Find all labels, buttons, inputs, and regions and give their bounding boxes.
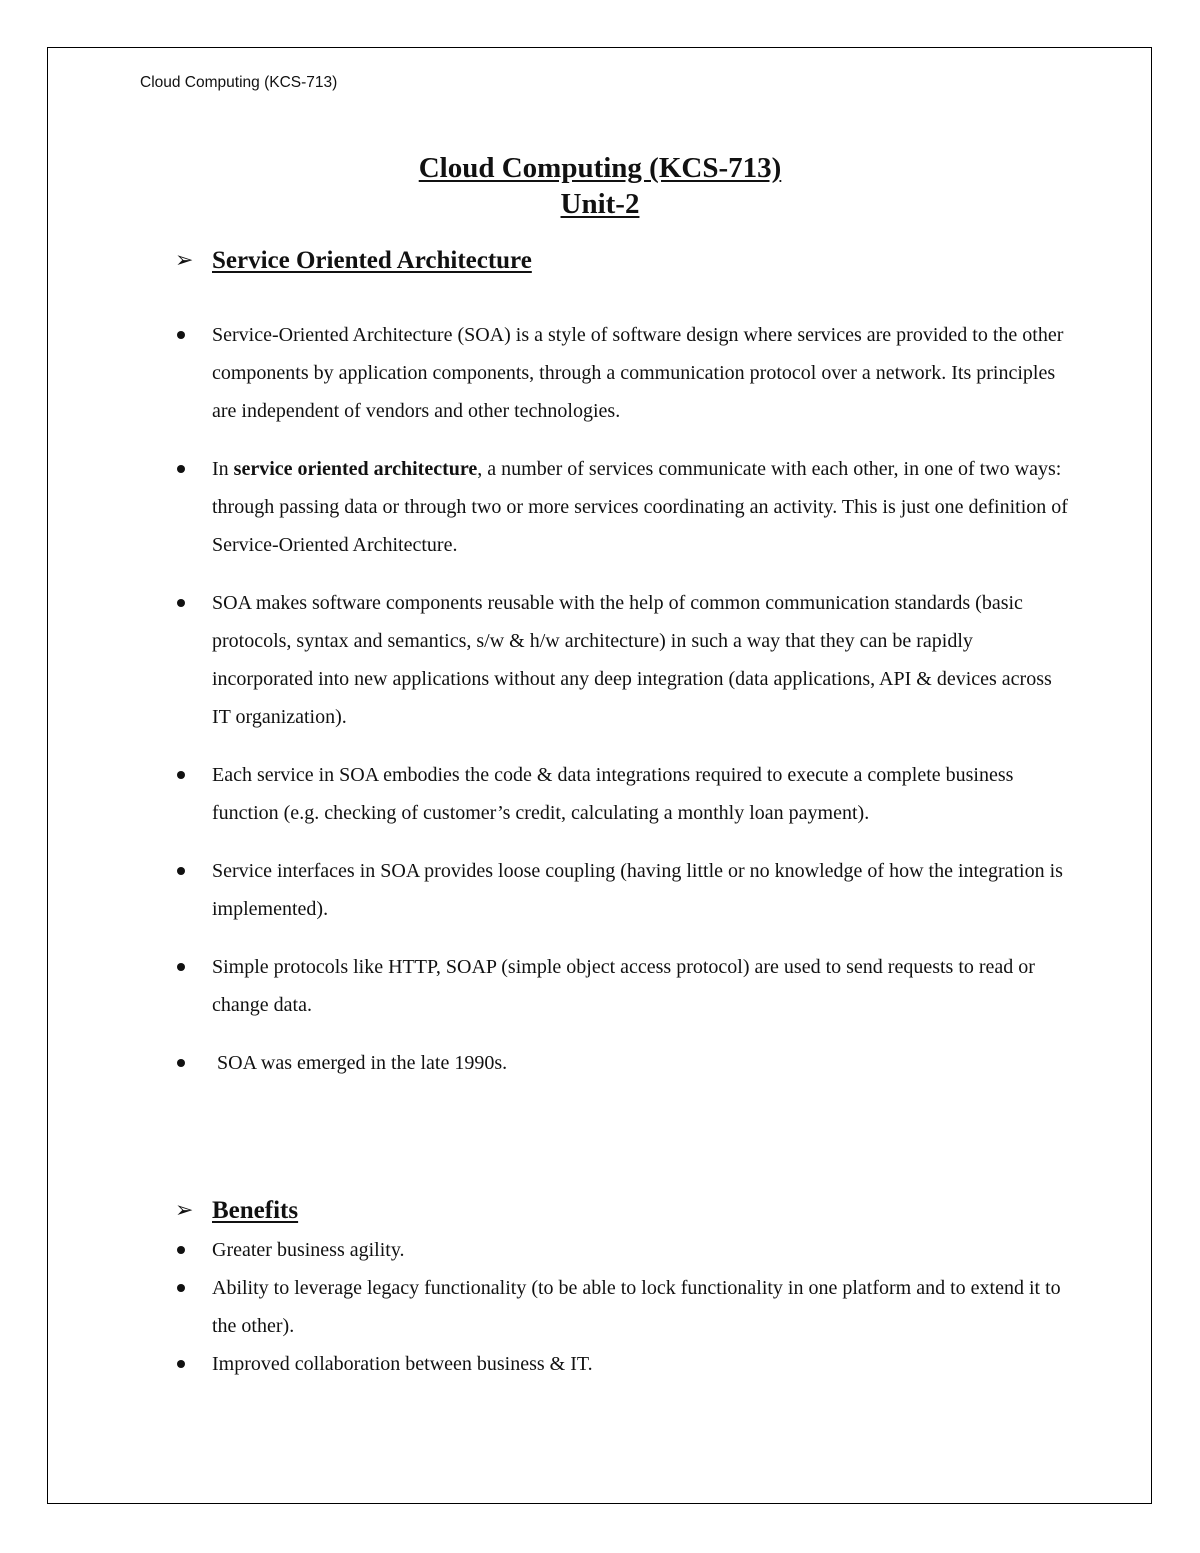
list-item: SOA was emerged in the late 1990s. <box>175 1044 1075 1082</box>
bullet-dot-icon <box>177 963 185 971</box>
bullet-dot-icon <box>177 1284 185 1292</box>
arrow-bullet-icon: ➢ <box>175 248 194 273</box>
title-course: Cloud Computing (KCS-713) <box>418 152 782 184</box>
bullet-dot-icon <box>177 1360 185 1368</box>
list-item: Each service in SOA embodies the code & data integrations required to execute a complete business function (e.g. checking of customer’s credit, calculating a monthly loan payment). <box>175 756 1075 832</box>
document-title <box>0 150 1200 222</box>
section-heading-benefits <box>175 1196 298 1226</box>
list-item: Improved collaboration between business & IT. <box>175 1345 1075 1383</box>
list-item: Simple protocols like HTTP, SOAP (simple object access protocol) are used to send requests to read or change data. <box>175 948 1075 1024</box>
bullet-dot-icon <box>177 867 185 875</box>
bullet-dot-icon <box>177 599 185 607</box>
running-header: Cloud Computing (KCS-713) <box>140 74 338 91</box>
list-item: Greater business agility. <box>175 1231 1075 1269</box>
soa-bullet-list <box>175 316 1075 1102</box>
list-item: Service interfaces in SOA provides loose coupling (having little or no knowledge of how the integration is implemented). <box>175 852 1075 928</box>
bullet-dot-icon <box>177 1246 185 1254</box>
title-unit: Unit-2 <box>560 188 640 220</box>
arrow-bullet-icon: ➢ <box>175 1198 194 1223</box>
list-item: SOA makes software components reusable with the help of common communication standards (basic protocols, syntax and semantics, s/w & h/w architecture) in such a way that they can be rapidly incorporated into new applications without any deep integration (data applications, API & devices across IT organization). <box>175 584 1075 736</box>
bullet-dot-icon <box>177 771 185 779</box>
list-item: Service-Oriented Architecture (SOA) is a style of software design where services are provided to the other components by application components, through a communication protocol over a network. Its principles are independent of vendors and other technologies. <box>175 316 1075 430</box>
benefits-bullet-list <box>175 1231 1075 1383</box>
list-item: In service oriented architecture, a number of services communicate with each other, in one of two ways: through passing data or through two or more services coordinating an activity. This is just one definition of Service-Oriented Architecture. <box>175 450 1075 564</box>
section-heading-soa-text: Service Oriented Architecture <box>212 247 532 274</box>
section-heading-benefits-text: Benefits <box>212 1197 299 1224</box>
bullet-dot-icon <box>177 1059 185 1067</box>
section-heading-soa <box>175 246 532 276</box>
bullet-dot-icon <box>177 331 185 339</box>
bullet-dot-icon <box>177 465 185 473</box>
list-item: Ability to leverage legacy functionality (to be able to lock functionality in one platform and to extend it to the other). <box>175 1269 1075 1345</box>
